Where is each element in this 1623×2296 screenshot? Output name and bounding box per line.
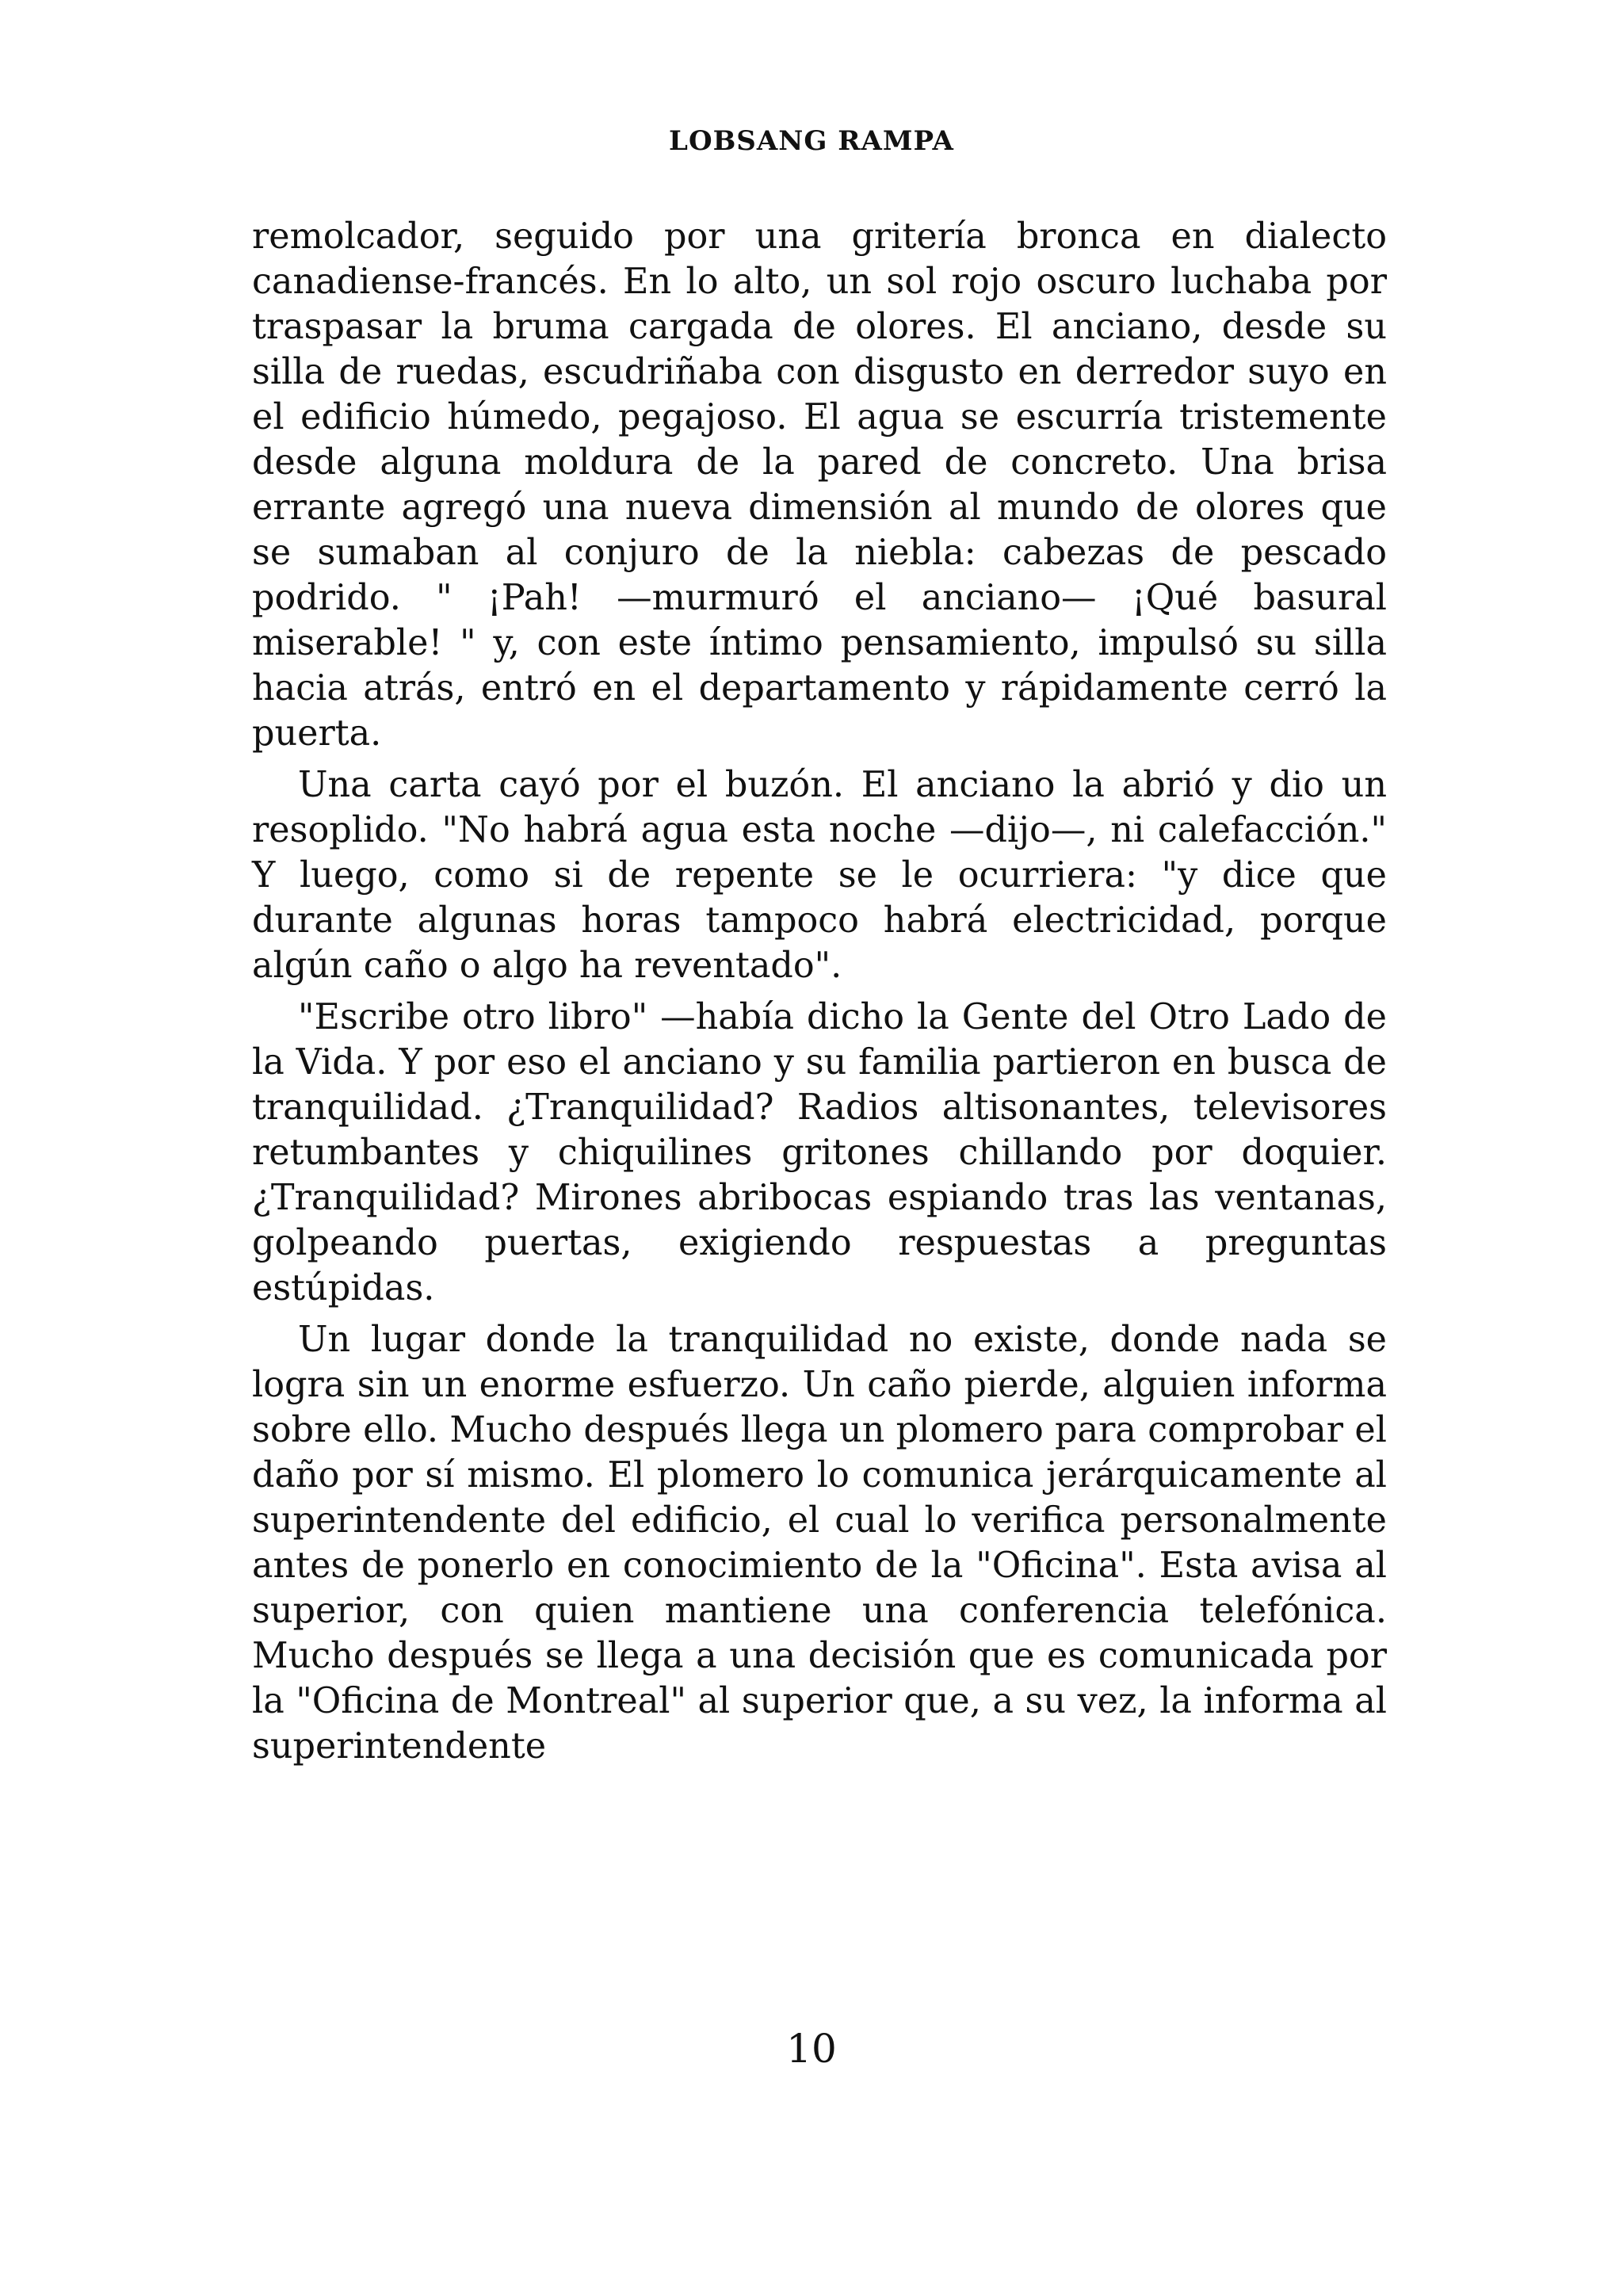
paragraph-2: Una carta cayó por el buzón. El anciano la abrió y dio un resoplido. "No habrá agua esta noche —dijo—, ni calefacción." Y luego, como si de repente se le ocurriera: "y dice que durante algunas horas tampoco habrá electricidad, porque algún caño o algo ha reventado".	[252, 765, 1387, 986]
running-header: LOBSANG RAMPA	[669, 125, 954, 157]
paragraph-3: "Escribe otro libro" —había dicho la Gente del Otro Lado de la Vida. Y por eso el anciano y su familia partieron en busca de tranquilidad. ¿Tranquilidad? Radios altisonantes, televisores retumbantes y chiquilines gritones chillando por doquier. ¿Tranquilidad? Mirones abribocas espiando tras las ventanas, golpeando puertas, exigiendo respuestas a preguntas estúpidas.	[252, 997, 1387, 1308]
page-number: 10	[786, 2026, 837, 2072]
paragraph-1: remolcador, seguido por una gritería bronca en dialecto canadiense-francés. En lo alto, un sol rojo oscuro luchaba por traspasar la bruma cargada de olores. El anciano, desde su silla de ruedas, escudriñaba con disgusto en derredor suyo en el edificio húmedo, pegajoso. El agua se escurría tristemente desde alguna moldura de la pared de concreto. Una brisa errante agregó una nueva dimensión al mundo de olores que se sumaban al conjuro de la niebla: cabezas de pescado podrido. " ¡Pah! —murmuró el anciano— ¡Qué basural miserable! " y, con este íntimo pensamiento, impulsó su silla hacia atrás, entró en el departamento y rápidamente cerró la puerta.	[252, 216, 1387, 754]
paragraph-4: Un lugar donde la tranquilidad no existe, donde nada se logra sin un enorme esfuerzo. Un caño pierde, alguien informa sobre ello. Mucho después llega un plomero para comprobar el daño por sí mismo. El plomero lo comunica jerárquicamente al superintendente del edificio, el cual lo verifica personalmente antes de ponerlo en conocimiento de la "Oficina". Esta avisa al superior, con quien mantiene una conferencia telefónica. Mucho después se llega a una decisión que es comunicada por la "Oficina de Montreal" al superior que, a su vez, la informa al superintendente	[252, 1320, 1387, 1767]
body-text	[252, 214, 1387, 1769]
